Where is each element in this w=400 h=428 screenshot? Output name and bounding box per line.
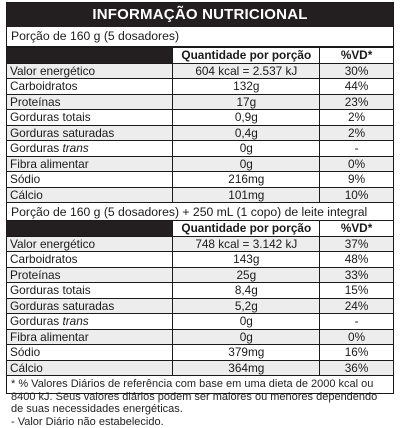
nutrient-name — [7, 94, 173, 110]
footnote-block — [7, 375, 393, 428]
nutrient-amount: 143g — [173, 252, 320, 268]
nutrient-name-text: Sódio — [10, 172, 40, 186]
nutrient-vd: 0% — [320, 329, 393, 345]
nutrient-amount: 101mg — [173, 187, 320, 202]
table-row — [7, 125, 393, 141]
nutrient-name-text: Gorduras totais — [10, 283, 91, 297]
nutrient-vd: 37% — [320, 236, 393, 252]
table-row — [7, 283, 393, 299]
nutrient-name-text: Gorduras — [10, 141, 62, 155]
table-row — [7, 94, 393, 110]
table-row — [7, 314, 393, 330]
table-row — [7, 360, 393, 375]
nutrient-vd: 2% — [320, 125, 393, 141]
nutrient-amount: 0,4g — [173, 125, 320, 141]
header-quantity: Quantidade por porção — [173, 221, 320, 237]
table-row — [7, 63, 393, 79]
nutrient-name — [7, 125, 173, 141]
nutrient-name-text: Fibra alimentar — [10, 330, 89, 344]
table-row — [7, 252, 393, 268]
nutrient-vd: 16% — [320, 345, 393, 361]
nutrient-name-italic: trans — [62, 141, 88, 155]
nutrient-name — [7, 156, 173, 172]
nutrient-amount: 0,9g — [173, 110, 320, 126]
nutrient-name-italic: trans — [62, 314, 88, 328]
nutrient-name — [7, 79, 173, 95]
nutrient-amount: 0g — [173, 141, 320, 157]
nutrient-name — [7, 329, 173, 345]
nutrient-vd: 24% — [320, 298, 393, 314]
table-row — [7, 172, 393, 188]
header-vd: %VD* — [320, 48, 393, 64]
nutrition-table-2 — [7, 220, 393, 375]
table-row — [7, 298, 393, 314]
table-row — [7, 345, 393, 361]
nutrient-name — [7, 141, 173, 157]
nutrient-amount: 379mg — [173, 345, 320, 361]
nutrient-amount: 25g — [173, 267, 320, 283]
nutrient-vd: 44% — [320, 79, 393, 95]
table-row — [7, 156, 393, 172]
nutrient-amount: 8,4g — [173, 283, 320, 299]
nutrient-amount: 216mg — [173, 172, 320, 188]
nutrient-vd: 10% — [320, 187, 393, 202]
nutrient-vd: - — [320, 314, 393, 330]
nutrient-amount: 5,2g — [173, 298, 320, 314]
nutrient-name — [7, 345, 173, 361]
portion-label-2: Porção de 160 g (5 dosadores) + 250 mL (1 copo) de leite integral — [7, 202, 393, 220]
nutrient-name-text: Valor energético — [10, 237, 95, 251]
nutrient-vd: 0% — [320, 156, 393, 172]
nutrient-amount: 0g — [173, 314, 320, 330]
header-vd: %VD* — [320, 221, 393, 237]
nutrition-table-1 — [7, 47, 393, 202]
nutrient-name — [7, 314, 173, 330]
nutrient-name — [7, 63, 173, 79]
nutrient-name-text: Gorduras totais — [10, 110, 91, 124]
nutrient-name — [7, 360, 173, 375]
table-row — [7, 267, 393, 283]
nutrient-amount: 132g — [173, 79, 320, 95]
nutrient-name — [7, 252, 173, 268]
portion-label-1: Porção de 160 g (5 dosadores) — [7, 27, 393, 47]
nutrition-facts-panel — [6, 2, 394, 394]
nutrient-vd: 36% — [320, 360, 393, 375]
nutrient-amount: 604 kcal = 2.537 kJ — [173, 63, 320, 79]
nutrient-amount: 364mg — [173, 360, 320, 375]
nutrient-name-text: Sódio — [10, 345, 40, 359]
nutrient-name — [7, 187, 173, 202]
nutrient-name-text: Carboidratos — [10, 79, 78, 93]
nutrient-name-text: Fibra alimentar — [10, 157, 89, 171]
nutrient-vd: 2% — [320, 110, 393, 126]
nutrient-name-text: Gorduras saturadas — [10, 299, 114, 313]
nutrient-amount: 748 kcal = 3.142 kJ — [173, 236, 320, 252]
nutrient-amount: 17g — [173, 94, 320, 110]
nutrient-vd: 23% — [320, 94, 393, 110]
nutrient-name-text: Cálcio — [10, 361, 43, 375]
nutrient-name-text: Cálcio — [10, 188, 43, 202]
nutrient-vd: 15% — [320, 283, 393, 299]
nutrient-name — [7, 110, 173, 126]
nutrient-name — [7, 267, 173, 283]
nutrient-name — [7, 298, 173, 314]
panel-title: INFORMAÇÃO NUTRICIONAL — [7, 3, 393, 27]
nutrient-amount: 0g — [173, 156, 320, 172]
table-row — [7, 329, 393, 345]
table-row — [7, 187, 393, 202]
table-row — [7, 79, 393, 95]
nutrient-vd: 48% — [320, 252, 393, 268]
nutrient-amount: 0g — [173, 329, 320, 345]
nutrient-vd: - — [320, 141, 393, 157]
footnote-not-established: - Valor Diário não estabelecido. — [11, 416, 389, 428]
nutrient-name — [7, 172, 173, 188]
table-row — [7, 141, 393, 157]
nutrient-name-text: Valor energético — [10, 64, 95, 78]
header-quantity: Quantidade por porção — [173, 48, 320, 64]
header-blank-cell — [7, 48, 173, 64]
footnote-reference: * % Valores Diários de referência com base em uma dieta de 2000 kcal ou 8400 kJ. Seus valores diários podem ser maiores ou menores dependendo de suas necessidades energéticas. — [11, 378, 389, 416]
nutrient-name-text: Carboidratos — [10, 252, 78, 266]
nutrient-vd: 30% — [320, 63, 393, 79]
nutrient-vd: 33% — [320, 267, 393, 283]
header-blank-cell — [7, 221, 173, 237]
nutrient-name — [7, 283, 173, 299]
nutrient-name-text: Gorduras saturadas — [10, 126, 114, 140]
nutrient-name-text: Proteínas — [10, 268, 61, 282]
nutrient-name-text: Proteínas — [10, 95, 61, 109]
nutrient-name — [7, 236, 173, 252]
table-row — [7, 236, 393, 252]
nutrient-name-text: Gorduras — [10, 314, 62, 328]
nutrient-vd: 9% — [320, 172, 393, 188]
table-row — [7, 110, 393, 126]
